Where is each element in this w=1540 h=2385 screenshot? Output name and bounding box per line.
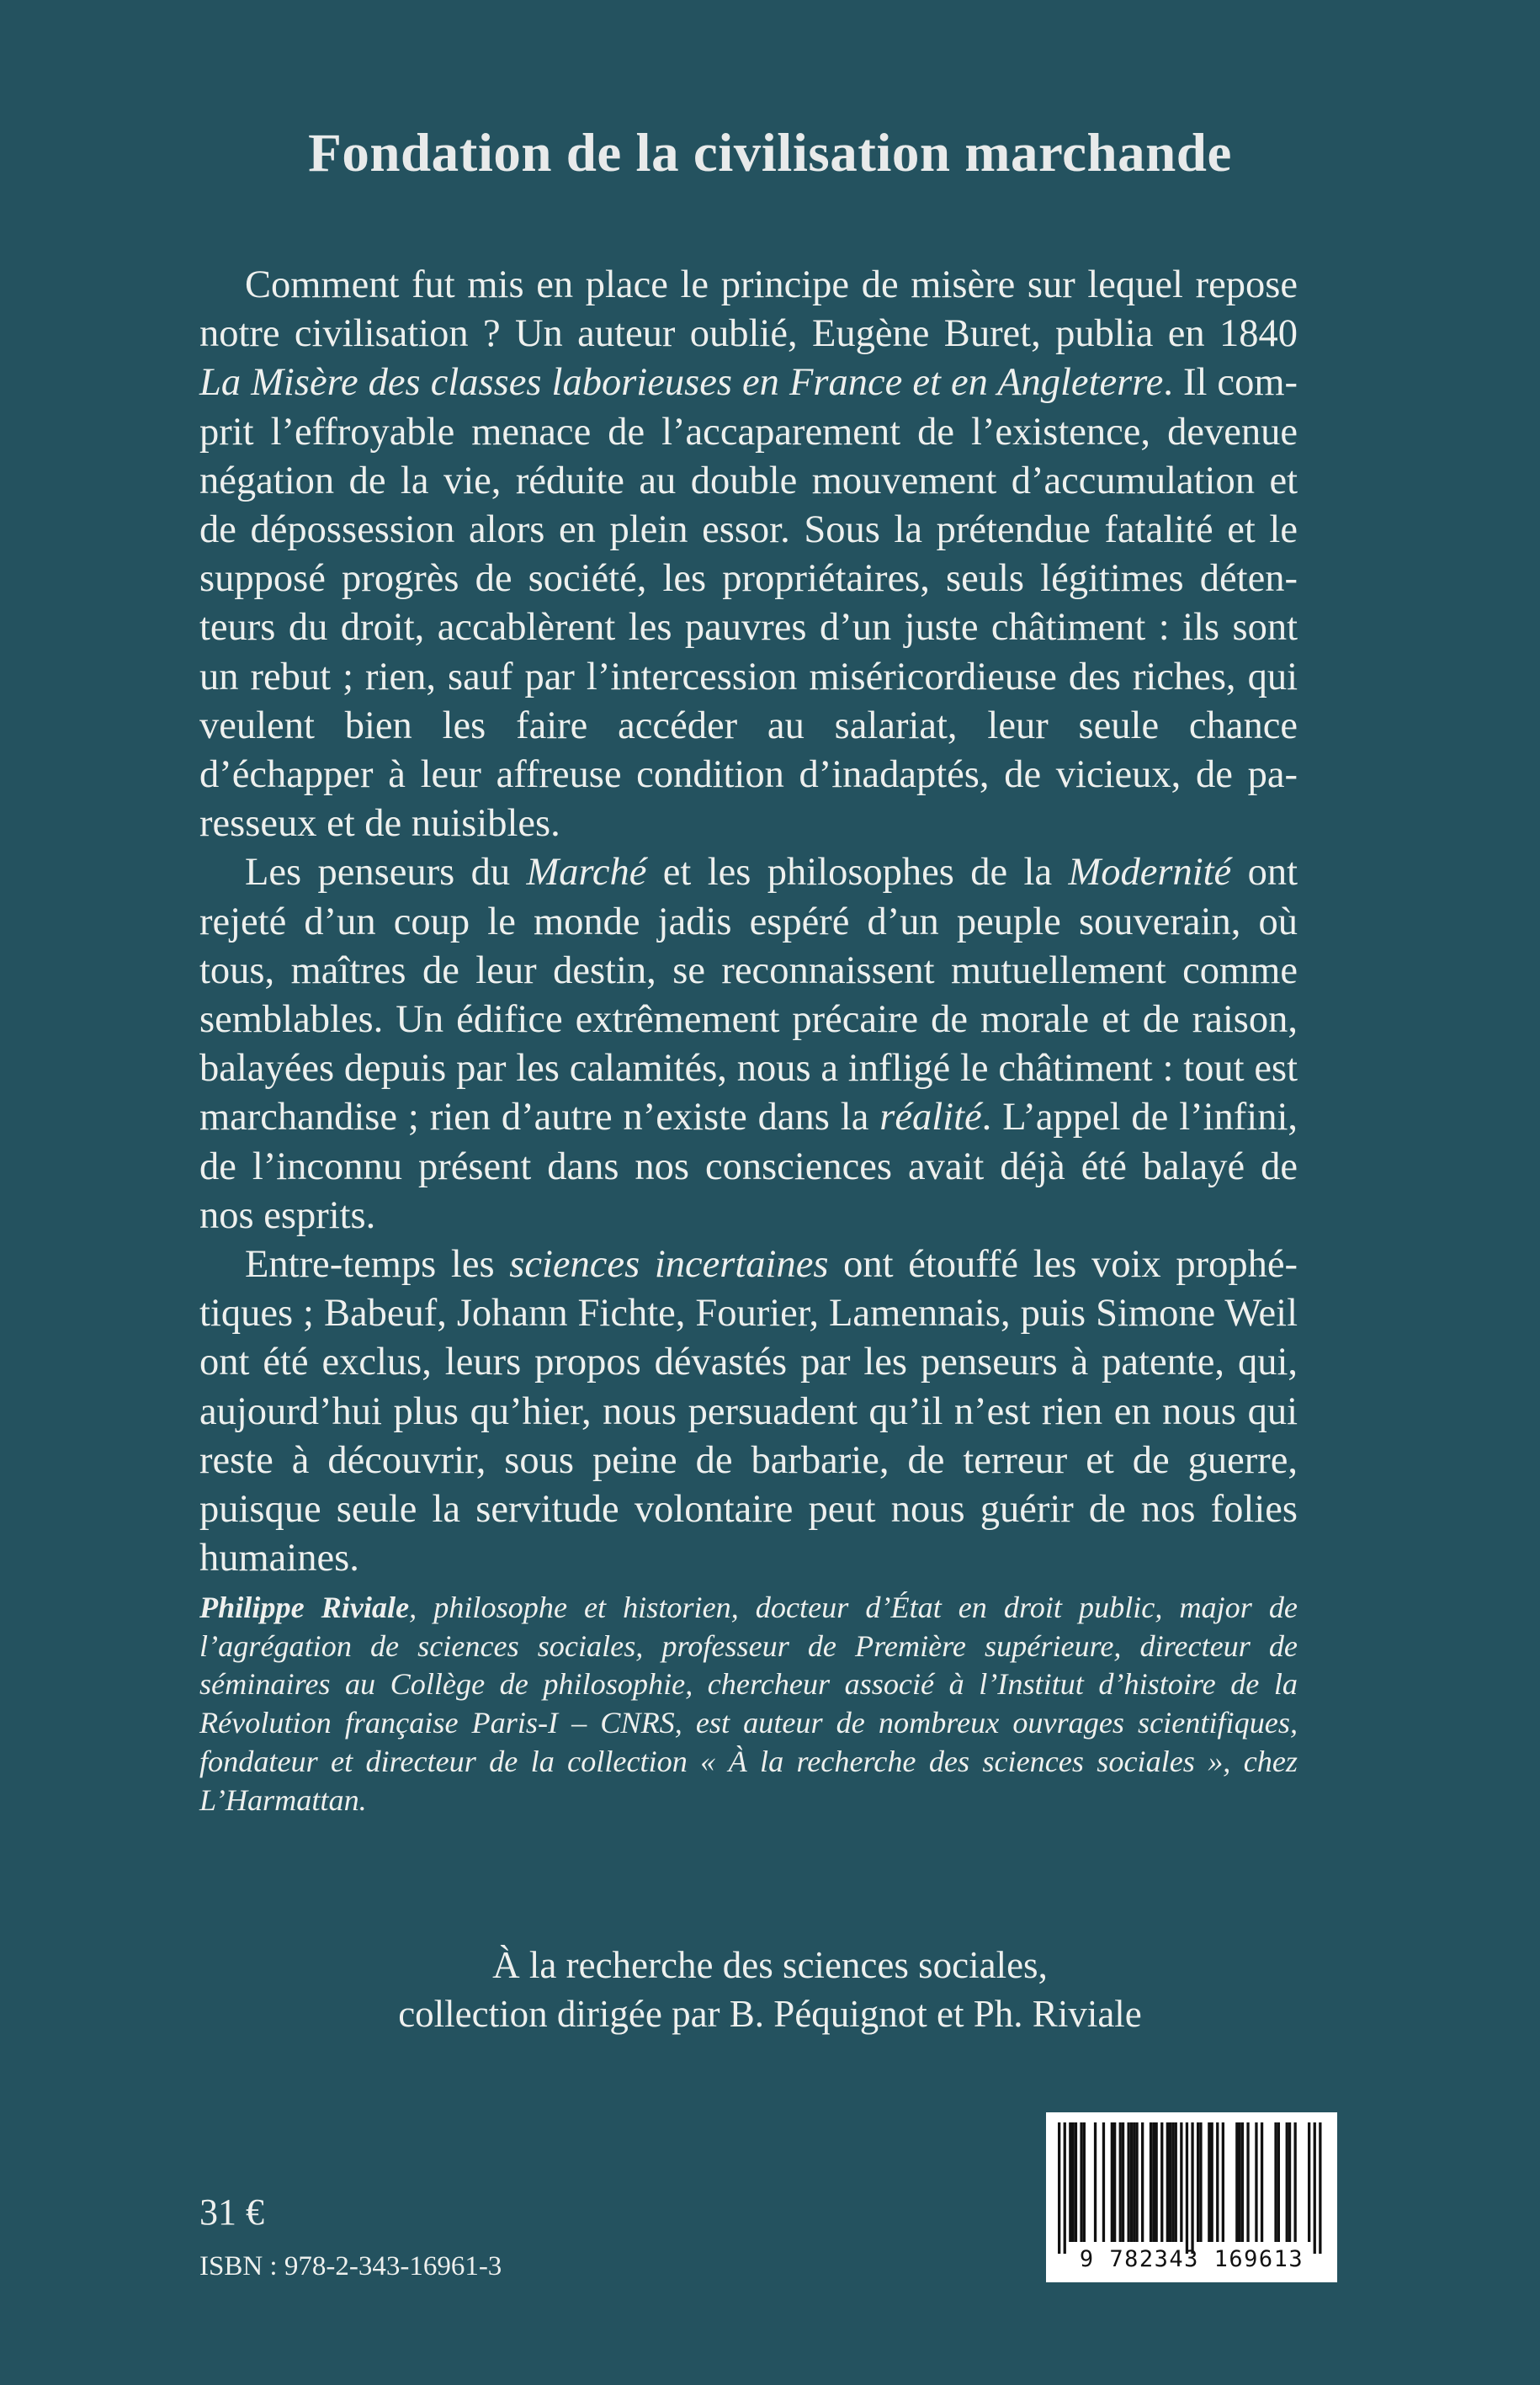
barcode-bar (1141, 2122, 1144, 2242)
barcode-bar (1160, 2122, 1163, 2242)
barcode-bar (1222, 2122, 1224, 2242)
series-info (0, 1941, 1540, 2038)
blurb-emphasis: réalité (879, 1096, 982, 1139)
barcode-bar (1152, 2122, 1155, 2242)
barcode-bar (1150, 2122, 1152, 2242)
barcode-bar (1294, 2122, 1297, 2242)
barcode-bar (1080, 2122, 1082, 2242)
barcode-bar (1130, 2122, 1133, 2242)
barcode-bar (1083, 2122, 1086, 2242)
blurb-text: et les philosophes de la (646, 851, 1069, 895)
blurb-paragraph-3 (199, 1240, 1298, 1583)
barcode-bar (1255, 2122, 1257, 2242)
series-editors: collection dirigée par B. Péquignot et Ph. Riviale (398, 1993, 1142, 2035)
barcode-bar (1261, 2122, 1263, 2242)
barcode-bar (1241, 2122, 1244, 2242)
blurb-emphasis: Modernité (1068, 851, 1232, 895)
barcode-bar (1175, 2122, 1177, 2242)
barcode-bar (1208, 2122, 1210, 2242)
barcode-bar (1111, 2122, 1113, 2242)
barcode-bar (1314, 2122, 1316, 2254)
barcode-bar (1171, 2122, 1174, 2242)
barcode-bar (1211, 2122, 1213, 2242)
barcode-bar (1069, 2122, 1071, 2242)
barcode-bar (1058, 2122, 1060, 2254)
blurb-text: . L’appel de l’infini, de l’inconnu présent dans nos consciences avait déjà été balayé de nos esprits. (199, 1096, 1298, 1237)
blurb-text: Comment fut mis en place le principe de misère sur lequel repose notre civilisation ? Un auteur oublié, Eugène Buret, publia en 1840 (199, 263, 1298, 356)
barcode-bar (1119, 2122, 1122, 2242)
barcode-bar (1288, 2122, 1291, 2242)
back-cover-blurb (199, 261, 1298, 1583)
barcode-digits: 9 782343 169613 (1079, 2246, 1304, 2272)
barcode-bar (1122, 2122, 1124, 2242)
blurb-paragraph-2 (199, 848, 1298, 1240)
barcode-bar (1166, 2122, 1169, 2242)
barcode-bar (1216, 2122, 1219, 2242)
series-title: À la recherche des sciences sociales, (492, 1944, 1048, 1986)
barcode-bar (1199, 2122, 1202, 2242)
barcode-bar (1072, 2122, 1075, 2242)
author-bio-text: , philosophe et historien, docteur d’État en droit public, major de l’agrégation de sciences sociales, professeur de Première supérieure, directeur de séminaires au Collège de philosophie, chercheur associé à l’Institut d’histoire de la Révolution française Paris-I – CNRS, est auteur de nombreux ouvrages scientifiques, fondateur et directeur de la collection « À la recherche des sciences sociales », chez L’Harmattan. (199, 1591, 1298, 1817)
blurb-book-citation: La Misère des classes laborieuses en France et en Angleterre (199, 361, 1164, 405)
blurb-emphasis: Marché (526, 851, 647, 895)
barcode-bar (1274, 2122, 1277, 2242)
barcode-bar (1133, 2122, 1135, 2242)
blurb-text: Les penseurs du (245, 851, 527, 895)
barcode-bar (1277, 2122, 1280, 2242)
barcode (1046, 2112, 1337, 2282)
blurb-text: . Il comprit l’effroyable menace de l’accaparement de l’existence, devenue négation de la vie, réduite au double mouvement d’accumulation et de dépossession alors en plein essor. Sous la prétendue fatalité et le supposé progrès de société, les propriétaires, seuls légitimes détenteurs du droit, accablèrent les pauvres d’un juste châtiment : ils sont un rebut ; rien, sauf par l’intercession miséricordieuse des riches, qui veulent bien les faire accéder au salariat, leur seule chance d’échapper à leur affreuse condition d’inadaptés, de vicieux, de paresseux et de nuisibles. (199, 361, 1298, 846)
barcode-bar (1286, 2122, 1288, 2242)
blurb-paragraph-1 (199, 261, 1298, 848)
barcode-bar (1064, 2122, 1066, 2254)
barcode-bar (1235, 2122, 1238, 2242)
barcode-bar (1197, 2122, 1199, 2242)
isbn: ISBN : 978-2-343-16961-3 (199, 2251, 502, 2281)
barcode-bar (1102, 2122, 1105, 2242)
barcode-bar (1239, 2122, 1241, 2242)
blurb-text: Entre-temps les (245, 1243, 510, 1287)
book-title: Fondation de la civilisation marchande (308, 123, 1232, 183)
barcode-bar (1135, 2122, 1138, 2242)
barcode-bar (1155, 2122, 1158, 2242)
barcode-bar (1113, 2122, 1116, 2242)
barcode-bar (1075, 2122, 1077, 2242)
blurb-emphasis: sciences incertaines (509, 1243, 829, 1287)
price: 31 € (199, 2191, 264, 2233)
barcode-bar (1094, 2122, 1097, 2242)
barcode-bar (1246, 2122, 1249, 2242)
barcode-bar (1308, 2122, 1310, 2242)
blurb-text: ont étouffé les voix prophétiques ; Babeuf, Johann Fichte, Fourier, Lamennais, puis Simone Weil ont été exclus, leurs propos dévastés par les penseurs à patente, qui, aujourd’hui plus qu’hier, nous persuadent qu’il n’est rien en nous qui reste à découvrir, sous peine de barbarie, de terreur et de guerre, puisque seule la servitude volontaire peut nous guérir de nos folies humaines. (199, 1243, 1298, 1580)
barcode-bar (1191, 2122, 1193, 2254)
barcode-bar (1319, 2122, 1321, 2254)
barcode-bar (1180, 2122, 1182, 2242)
author-name: Philippe Riviale (199, 1591, 410, 1624)
barcode-bar (1128, 2122, 1130, 2242)
barcode-bar (1186, 2122, 1188, 2254)
author-bio (199, 1589, 1298, 1819)
blurb-text: ont rejeté d’un coup le monde jadis espéré d’un peuple souverain, où tous, maîtres de leur destin, se reconnaissent mutuellement comme semblables. Un édifice extrêmement précaire de morale et de raison, balayées depuis par les calamités, nous a infligé le châtiment : tout est marchandise ; rien d’autre n’existe dans la (199, 851, 1298, 1139)
barcode-bar (1169, 2122, 1171, 2242)
